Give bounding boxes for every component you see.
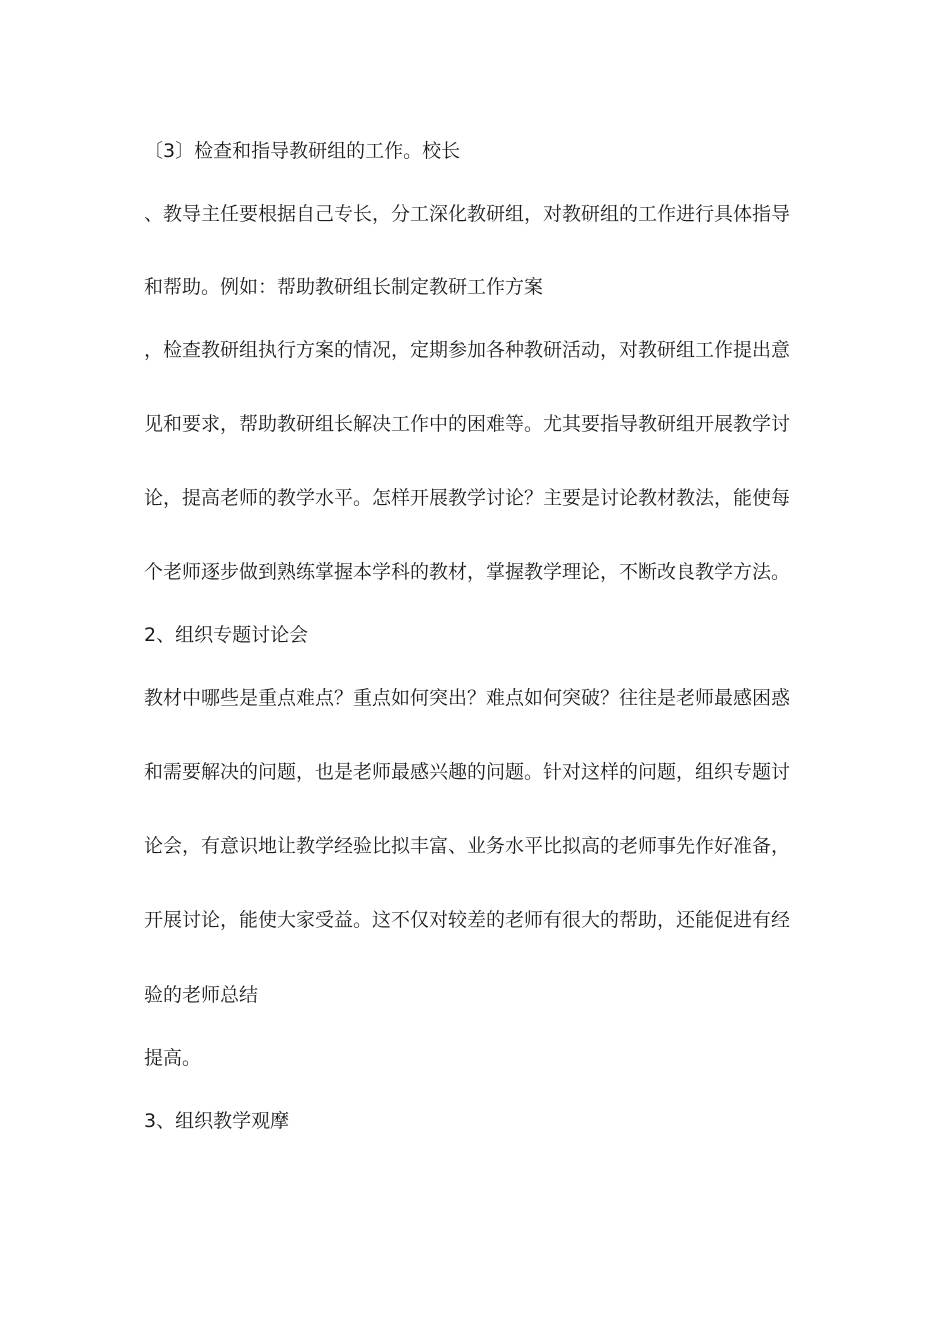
section-heading-3: 3、组织教学观摩 [144, 1110, 290, 1132]
text-line-12: 开展讨论，能使大家受益。这不仅对较差的老师有很大的帮助，还能促进有经 [144, 909, 791, 931]
text-line-1: 〔3〕检查和指导教研组的工作。校长 [144, 140, 461, 162]
text-line-13: 验的老师总结 [144, 984, 259, 1006]
text-line-4: ，检查教研组执行方案的情况，定期参加各种教研活动，对教研组工作提出意 [144, 339, 791, 361]
section-heading-2: 2、组织专题讨论会 [144, 624, 309, 646]
text-line-5: 见和要求，帮助教研组长解决工作中的困难等。尤其要指导教研组开展教学讨 [144, 413, 791, 435]
text-line-9: 教材中哪些是重点难点？重点如何突出？难点如何突破？往往是老师最感困惑 [144, 687, 791, 709]
text-line-14: 提高。 [144, 1047, 202, 1069]
text-line-3: 和帮助。例如：帮助教研组长制定教研工作方案 [144, 276, 544, 298]
text-line-11: 论会，有意识地让教学经验比拟丰富、业务水平比拟高的老师事先作好准备， [144, 835, 791, 857]
text-line-10: 和需要解决的问题，也是老师最感兴趣的问题。针对这样的问题，组织专题讨 [144, 761, 791, 783]
text-line-2: 、教导主任要根据自己专长，分工深化教研组，对教研组的工作进行具体指导 [144, 203, 791, 225]
text-line-7: 个老师逐步做到熟练掌握本学科的教材，掌握教学理论，不断改良教学方法。 [144, 561, 791, 583]
text-line-6: 论，提高老师的教学水平。怎样开展教学讨论？主要是讨论教材教法，能使每 [144, 487, 791, 509]
